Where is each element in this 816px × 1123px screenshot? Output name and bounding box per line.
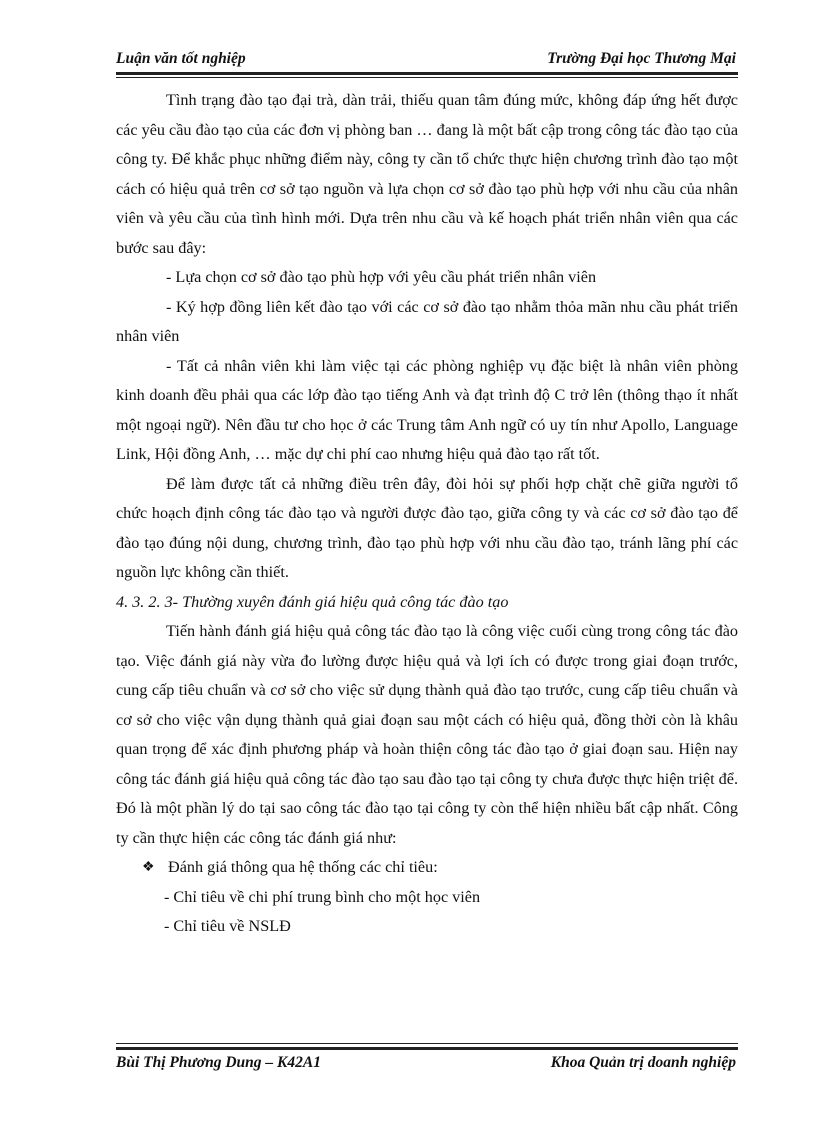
paragraph: Để làm được tất cả những điều trên đây, đòi hỏi sự phối hợp chặt chẽ giữa người tổ chức hoạch định công tác đào tạo và người được đào tạo, giữa công ty và các cơ sở đào tạo để đào tạo đúng nội dung, chương trình, đào tạo phù hợp với nhu cầu đào tạo, tránh lãng phí các nguồn lực không cần thiết.: [116, 474, 738, 581]
footer-rule: [116, 1047, 738, 1050]
page-footer: [116, 1054, 736, 1080]
footer-author: Bùi Thị Phương Dung – K42A1: [116, 1054, 321, 1071]
dash-item: - Ký hợp đồng liên kết đào tạo với các cơ sở đào tạo nhằm thỏa mãn nhu cầu phát triển nhân viên: [116, 297, 738, 345]
sub-item: - Chỉ tiêu về chi phí trung bình cho một học viên: [164, 887, 481, 906]
sub-item: - Chỉ tiêu về NSLĐ: [164, 917, 291, 935]
header-rule-thin: [116, 77, 738, 78]
section-heading: 4. 3. 2. 3- Thường xuyên đánh giá hiệu quả công tác đào tạo: [116, 592, 509, 611]
header-rule: [116, 72, 738, 75]
paragraph: Tiến hành đánh giá hiệu quả công tác đào tạo là công việc cuối cùng trong công tác đào tạo. Việc đánh giá này vừa đo lường được hiệu quả và lợi ích có được trong giai đoạn trước, cung cấp tiêu chuẩn và cơ sở cho việc sử dụng thành quả đào tạo trước, cung cấp tiêu chuẩn và cơ sở cho việc vận dụng thành quả giai đoạn sau một cách có hiệu quả, đồng thời còn là khâu quan trọng để xác định phương pháp và hoàn thiện công tác đào tạo ở giai đoạn sau. Hiện nay công tác đánh giá hiệu quả công tác đào tạo sau đào tạo tại công ty chưa được thực hiện triệt để. Đó là một phần lý do tại sao công tác đào tạo tại công ty còn thể hiện nhiều bất cập nhất. Công ty cần thực hiện các công tác đánh giá như:: [116, 622, 738, 847]
footer-faculty: Khoa Quản trị doanh nghiệp: [550, 1054, 736, 1071]
paragraph: Tình trạng đào tạo đại trà, dàn trải, thiếu quan tâm đúng mức, không đáp ứng hết được các yêu cầu đào tạo của các đơn vị phòng ban … đang là một bất cập trong công tác đào tạo của công ty. Để khắc phục những điểm này, công ty cần tổ chức thực hiện chương trình đào tạo một cách có hiệu quả trên cơ sở tạo nguồn và lựa chọn cơ sở đào tạo phù hợp với nhu cầu của nhân viên và yêu cầu của tình hình mới. Dựa trên nhu cầu và kế hoạch phát triển nhân viên qua các bước sau đây:: [116, 91, 738, 257]
page-header: [116, 46, 736, 72]
diamond-bullet-icon: ❖: [142, 860, 155, 875]
bullet-text: Đánh giá thông qua hệ thống các chỉ tiêu:: [168, 858, 438, 876]
header-university: Trường Đại học Thương Mại: [547, 50, 736, 67]
dash-item: - Lựa chọn cơ sở đào tạo phù hợp với yêu cầu phát triển nhân viên: [166, 268, 597, 286]
footer-rule-thin: [116, 1043, 738, 1044]
dash-item: - Tất cả nhân viên khi làm việc tại các phòng nghiệp vụ đặc biệt là nhân viên phòng kinh doanh đều phải qua các lớp đào tạo tiếng Anh và đạt trình độ C trở lên (thông thạo ít nhất một ngoại ngữ). Nên đầu tư cho học ở các Trung tâm Anh ngữ có uy tín như Apollo, Language Link, Hội đồng Anh, … mặc dự chi phí cao nhưng hiệu quả đào tạo rất tốt.: [116, 356, 738, 463]
page-body: [116, 86, 738, 942]
bullet-item: [116, 853, 738, 883]
header-thesis-title: Luận văn tốt nghiệp: [116, 50, 246, 67]
